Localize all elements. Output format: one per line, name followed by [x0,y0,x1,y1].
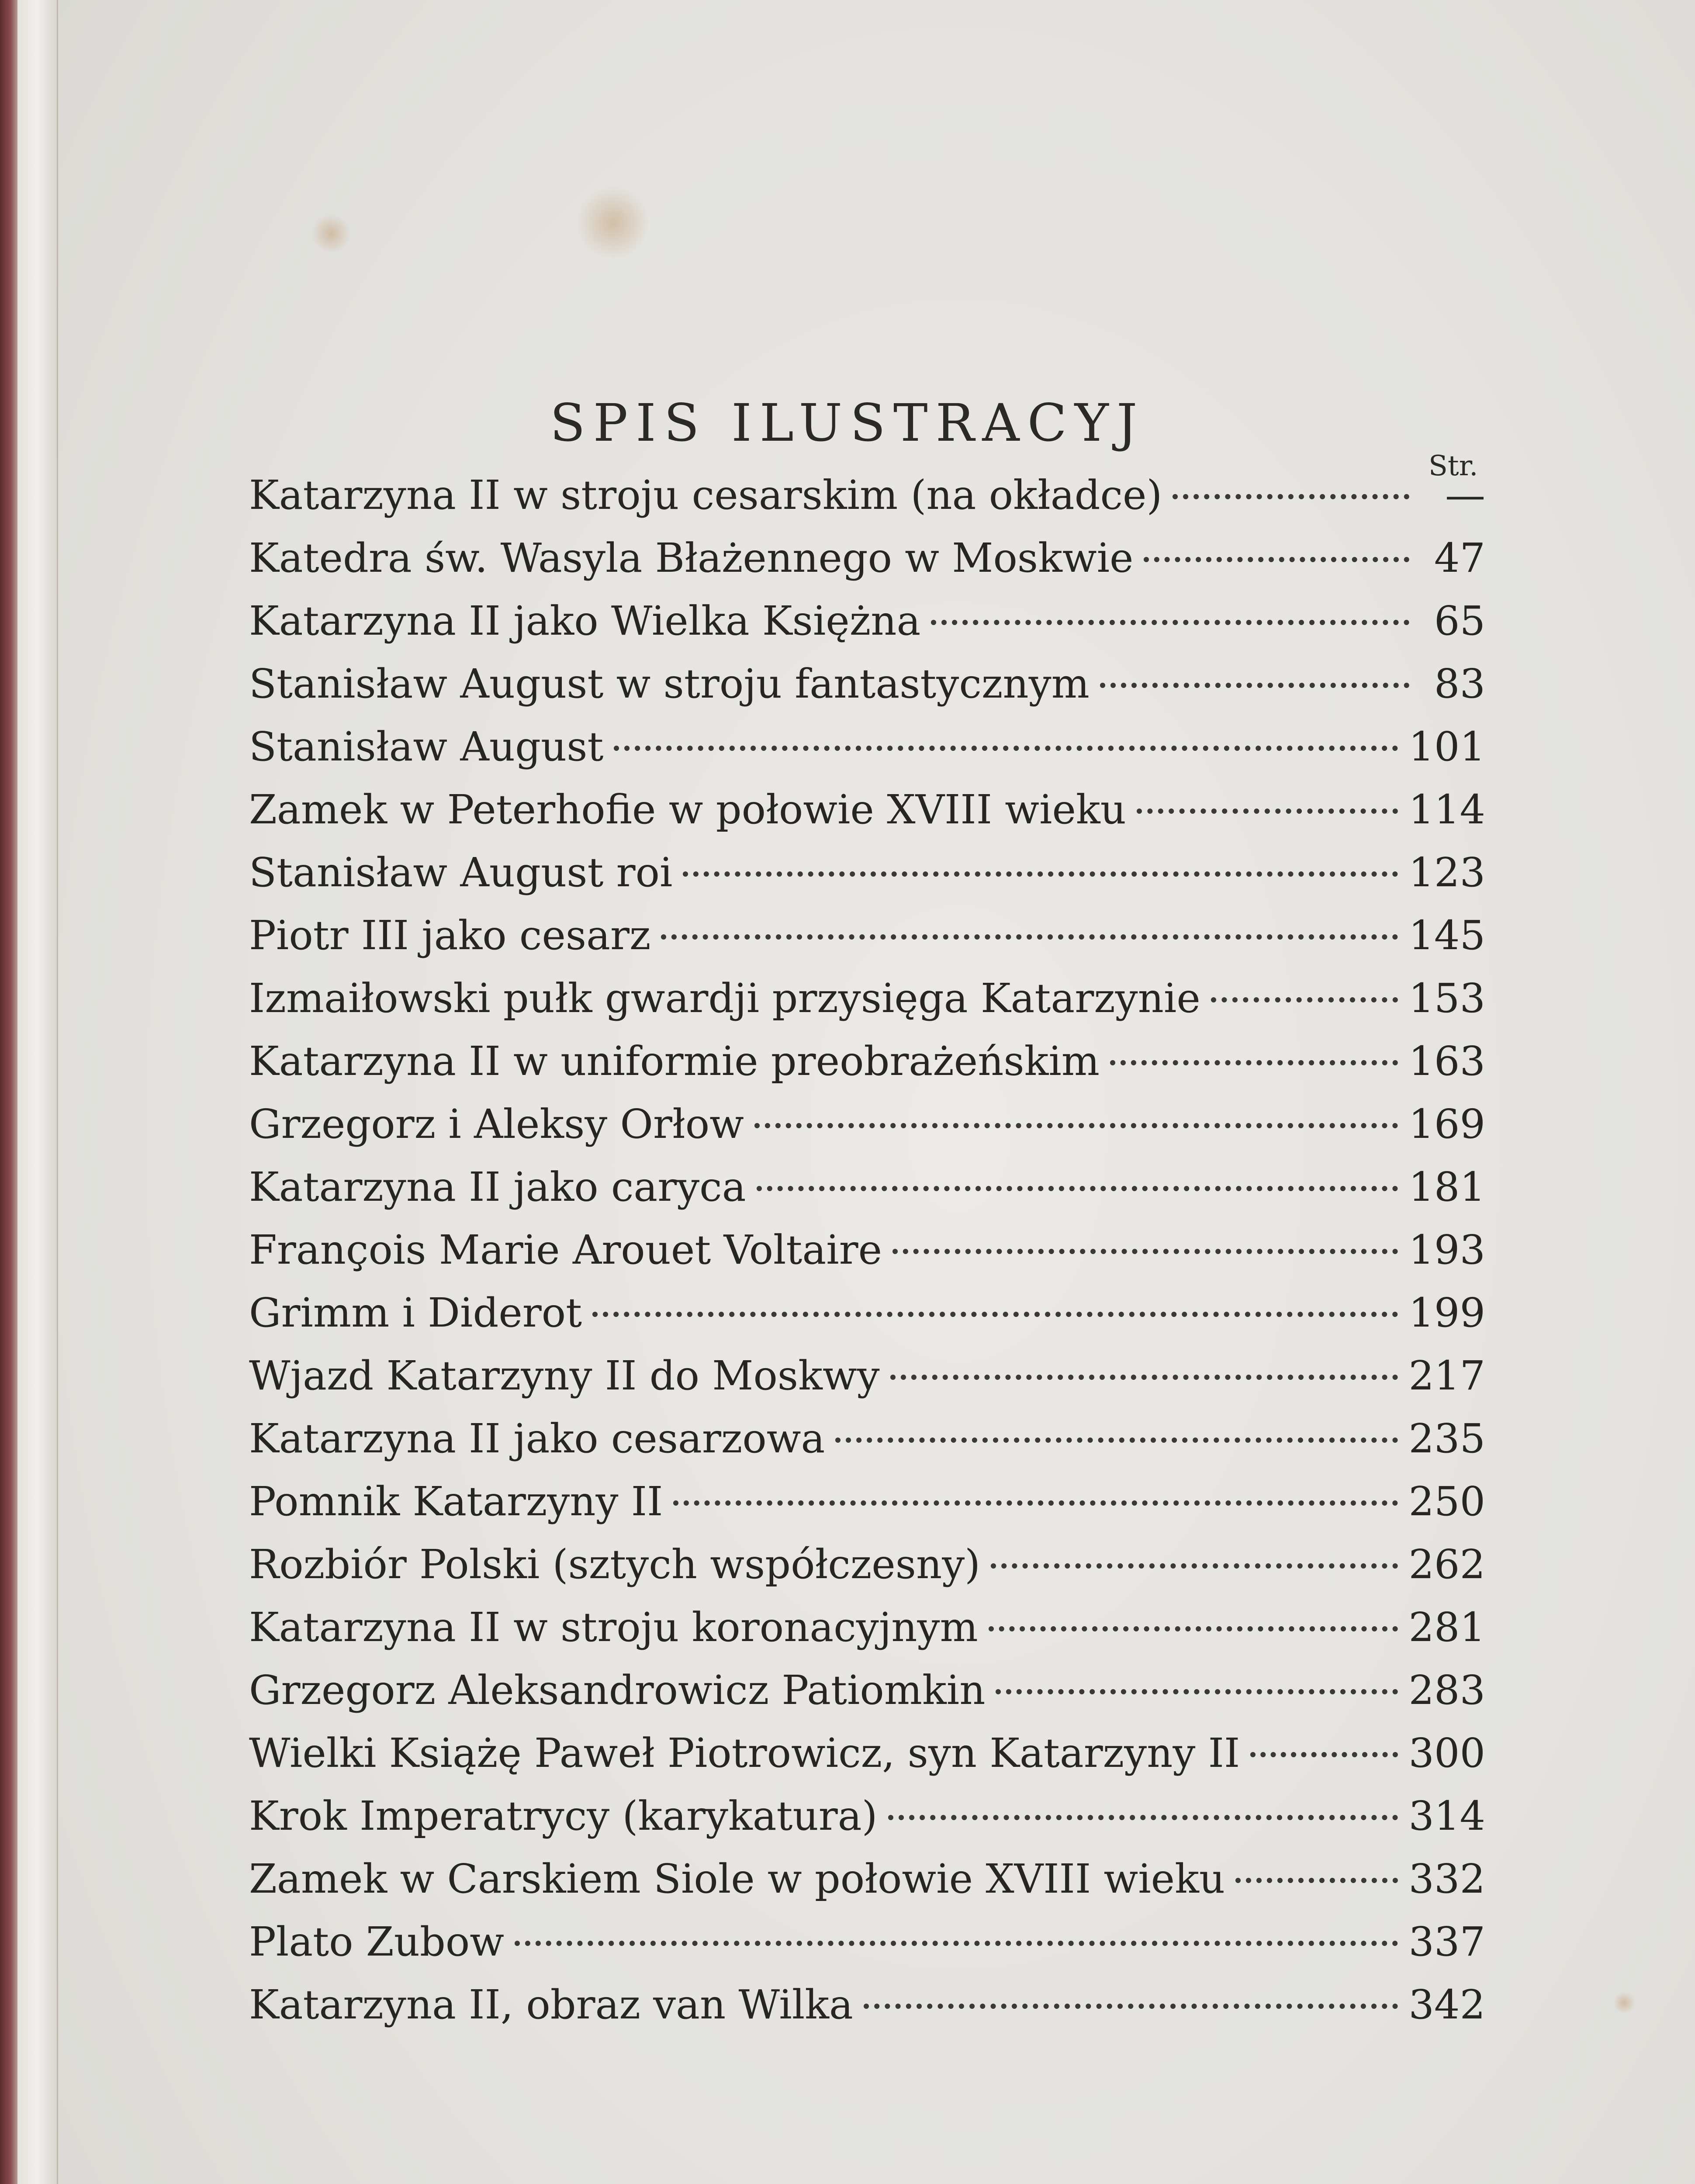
dot-leader [1110,1060,1398,1065]
illustration-title: Zamek w Carskiem Siole w połowie XVIII wieku [249,1856,1225,1902]
page-number: 281 [1408,1604,1485,1651]
list-item [249,1164,1485,1227]
list-item [249,1227,1485,1289]
list-item [249,1352,1485,1415]
book-binding [17,0,58,2184]
dot-leader [683,871,1398,877]
illustration-list [249,472,1485,2044]
page-number: 217 [1408,1352,1485,1399]
illustration-title: Stanisław August [249,723,604,770]
list-item [249,912,1485,975]
illustration-title: Pomnik Katarzyny II [249,1478,663,1525]
page-number: 342 [1408,1981,1485,2028]
illustration-title: Izmaiłowski pułk gwardji przysięga Katarzynie [249,975,1200,1022]
page-number: — [1445,472,1485,518]
list-item [249,1730,1485,1793]
page-column-label: Str. [1429,450,1478,482]
illustration-title: Grzegorz Aleksandrowicz Patiomkin [249,1667,986,1714]
page-number: 193 [1408,1227,1485,1273]
dot-leader [1235,1878,1398,1883]
illustration-title: Katarzyna II jako cesarzowa [249,1415,825,1462]
page-number: 123 [1408,849,1485,896]
dot-leader [1100,683,1409,688]
list-item [249,1918,1485,1981]
page-number: 235 [1408,1415,1485,1462]
list-item [249,975,1485,1038]
page-number: 114 [1408,786,1485,833]
illustration-title: Wjazd Katarzyny II do Moskwy [249,1352,880,1399]
dot-leader [892,1249,1398,1254]
page-number: 250 [1408,1478,1485,1525]
list-item [249,1101,1485,1164]
list-item [249,849,1485,912]
illustration-title: Katedra św. Wasyla Błażennego w Moskwie [249,535,1134,581]
page-number: 83 [1434,660,1485,707]
illustration-title: Zamek w Peterhofie w połowie XVIII wieku [249,786,1126,833]
dot-leader [757,1186,1398,1191]
dot-leader [996,1689,1398,1694]
page-number: 262 [1408,1541,1485,1588]
illustration-title: Krok Imperatrycy (karykatura) [249,1793,878,1839]
list-item [249,535,1485,598]
list-item [249,1541,1485,1604]
dot-leader [991,1563,1398,1569]
foxing-spot [578,183,648,262]
dot-leader [888,1815,1398,1820]
dot-leader [661,934,1398,940]
dot-leader [1144,557,1409,562]
page-number: 199 [1408,1289,1485,1336]
page-number: 101 [1408,723,1485,770]
dot-leader [754,1123,1398,1128]
dot-leader [1211,997,1398,1002]
page-number: 145 [1408,912,1485,959]
list-item [249,660,1485,723]
dot-leader [890,1375,1398,1380]
list-item [249,1793,1485,1856]
illustration-title: François Marie Arouet Voltaire [249,1227,882,1273]
page-number: 65 [1434,598,1485,644]
list-item [249,786,1485,849]
foxing-spot [311,214,351,253]
illustration-title: Grimm i Diderot [249,1289,582,1336]
book-cover-edge [0,0,17,2184]
page-number: 169 [1408,1101,1485,1147]
dot-leader [614,746,1398,751]
list-item [249,1856,1485,1918]
page-number: 337 [1408,1918,1485,1965]
illustration-title: Katarzyna II jako caryca [249,1164,746,1210]
illustration-title: Piotr III jako cesarz [249,912,651,959]
list-item [249,723,1485,786]
list-item [249,1289,1485,1352]
list-item [249,472,1485,535]
foxing-spot [1613,1992,1635,2014]
list-item [249,1415,1485,1478]
illustration-title: Wielki Książę Paweł Piotrowicz, syn Katarzyny II [249,1730,1240,1776]
illustration-title: Katarzyna II w stroju cesarskim (na okładce) [249,472,1162,518]
page-number: 47 [1434,535,1485,581]
dot-leader [592,1312,1398,1317]
dot-leader [1173,494,1409,499]
list-item [249,1981,1485,2044]
illustration-title: Plato Zubow [249,1918,504,1965]
dot-leader [835,1438,1398,1443]
list-item [249,598,1485,660]
dot-leader [989,1626,1398,1631]
list-item [249,1667,1485,1730]
dot-leader [1137,809,1398,814]
list-item [249,1478,1485,1541]
page-number: 332 [1408,1856,1485,1902]
list-item [249,1038,1485,1101]
illustration-title: Stanisław August roi [249,849,673,896]
list-item [249,1604,1485,1667]
dot-leader [864,2004,1398,2009]
dot-leader [673,1500,1398,1506]
page-number: 163 [1408,1038,1485,1085]
page-number: 300 [1408,1730,1485,1776]
page-title: SPIS ILUSTRACYJ [550,393,1145,453]
dot-leader [931,620,1409,625]
dot-leader [515,1941,1398,1946]
illustration-title: Katarzyna II w stroju koronacyjnym [249,1604,978,1651]
illustration-title: Katarzyna II jako Wielka Księżna [249,598,921,644]
illustration-title: Katarzyna II, obraz van Wilka [249,1981,853,2028]
page-number: 181 [1408,1164,1485,1210]
illustration-title: Grzegorz i Aleksy Orłow [249,1101,744,1147]
page-number: 153 [1408,975,1485,1022]
page-number: 283 [1408,1667,1485,1714]
illustration-title: Katarzyna II w uniformie preobrażeńskim [249,1038,1100,1085]
dot-leader [1250,1752,1398,1757]
page-number: 314 [1408,1793,1485,1839]
illustration-title: Rozbiór Polski (sztych współczesny) [249,1541,981,1588]
illustration-title: Stanisław August w stroju fantastycznym [249,660,1090,707]
